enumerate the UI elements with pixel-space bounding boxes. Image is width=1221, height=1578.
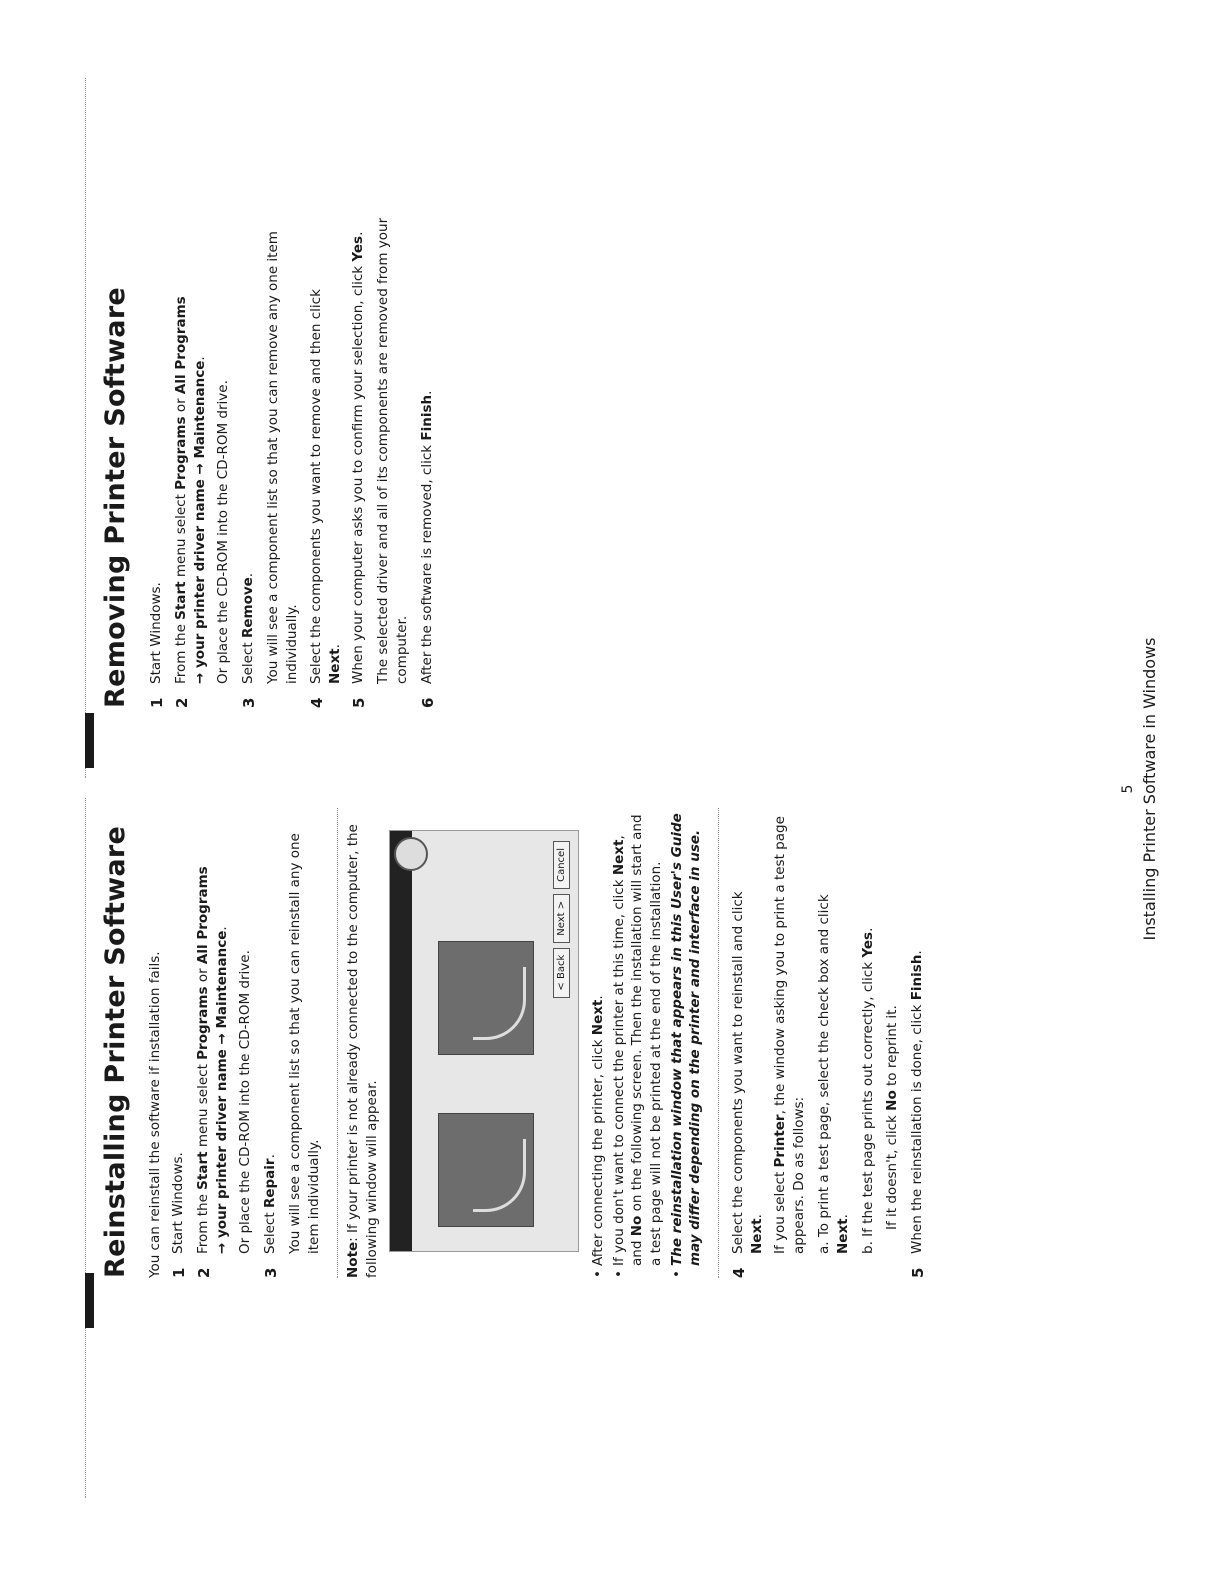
step-text: Select the components you want to remove and then click Next. [308,289,344,684]
reinstall-intro: You can reinstall the software if installation fails. [147,951,163,1278]
remove-step-5-detail: The selected driver and all of its components are removed from your computer. [375,217,411,684]
step-number: 5 [350,697,369,708]
remove-title: Removing Printer Software [100,286,131,708]
step-number: 2 [173,697,191,708]
back-button: < Back [553,948,570,998]
note-bullets [589,808,704,1278]
step-number: 3 [239,697,258,708]
step-text: Select Repair. [261,1154,278,1254]
reinstall-step-3 [261,808,282,1278]
remove-section [100,148,443,708]
step-number: 5 [909,1267,928,1278]
installer-screenshot [389,830,579,1252]
step-number: 3 [261,1267,280,1278]
remove-step-2-alt: Or place the CD-ROM into the CD-ROM drive. [214,380,231,684]
reinstall-step-4-b2: If it doesn't, click No to reprint it. [884,1005,901,1230]
step-number: 1 [170,1267,188,1278]
step-text: After the software is removed, click Finish. [419,390,436,684]
printer-logo-icon [394,837,428,871]
footer-section-title: Installing Printer Software in Windows [1140,637,1159,941]
screenshot-titlebar [390,831,412,1251]
reinstall-step-4-detail: If you select Printer, the window asking you to print a test page appears. Do as follows: [771,816,807,1254]
reinstall-step-1 [169,808,190,1278]
connection-illustration-2 [438,941,534,1055]
connection-illustration-1 [438,1113,534,1227]
remove-step-4 [307,148,345,708]
page-number: 5 [1120,784,1136,794]
screenshot-buttons [553,841,570,998]
cancel-button: Cancel [553,841,570,889]
remove-step-1 [147,148,168,708]
remove-step-2 [172,148,210,708]
header-bar-left [85,1273,94,1328]
step-number: 2 [195,1267,213,1278]
step-number: 6 [419,697,438,708]
step-number: 4 [308,697,327,708]
section-divider [718,808,719,1278]
step-text: Select the components you want to reinstall and click Next. [730,891,766,1254]
step-text: Select Remove. [239,572,256,684]
step-text: When your computer asks you to confirm your selection, click Yes. [350,231,367,684]
next-button: Next > [553,894,570,943]
bullet-item: • If you don't want to connect the printer at this time, click Next, and No on the following screen. Then the installation will start and a test page will not be printed at the end of the installation. [610,808,665,1278]
remove-step-6 [418,148,439,708]
note: Note: If your printer is not already connected to the computer, the following window will appear. [345,824,380,1278]
reinstall-step-5 [908,808,929,1278]
remove-step-5 [349,148,370,708]
remove-step-3 [239,148,260,708]
bullet-item: • The reinstallation window that appears in this User's Guide may differ depending on the printer and interface in use. [668,808,704,1278]
reinstall-title: Reinstalling Printer Software [100,825,131,1278]
reinstall-step-4-a: a. To print a test page, select the check box and click Next. [815,894,851,1254]
header-bar-right [85,713,94,768]
reinstall-step-3-detail: You will see a component list so that you can reinstall any one item individually. [286,833,322,1254]
top-rule-left [85,798,86,1498]
bullet-item: • After connecting the printer, click Next. [589,808,607,1278]
top-rule-right [85,78,86,778]
reinstall-step-4 [729,808,767,1278]
reinstall-step-2 [194,808,232,1278]
step-text: From the Start menu select Programs or All Programs → your printer driver name → Maintenance. [195,866,230,1254]
step-number: 1 [148,697,166,708]
step-text: Start Windows. [148,582,164,684]
step-text: Start Windows. [170,1152,186,1254]
step-text: From the Start menu select Programs or All Programs → your printer driver name → Maintenance. [173,296,208,684]
reinstall-section [100,808,933,1278]
step-text: When the reinstallation is done, click Finish. [909,950,926,1254]
reinstall-step-4-b: b. If the test page prints out correctly, click Yes. [859,927,876,1254]
step-number: 4 [730,1267,749,1278]
remove-step-3-detail: You will see a component list so that you can remove any one item individually. [264,231,300,684]
reinstall-step-2-alt: Or place the CD-ROM into the CD-ROM drive. [236,950,253,1254]
note-divider [337,808,338,1278]
